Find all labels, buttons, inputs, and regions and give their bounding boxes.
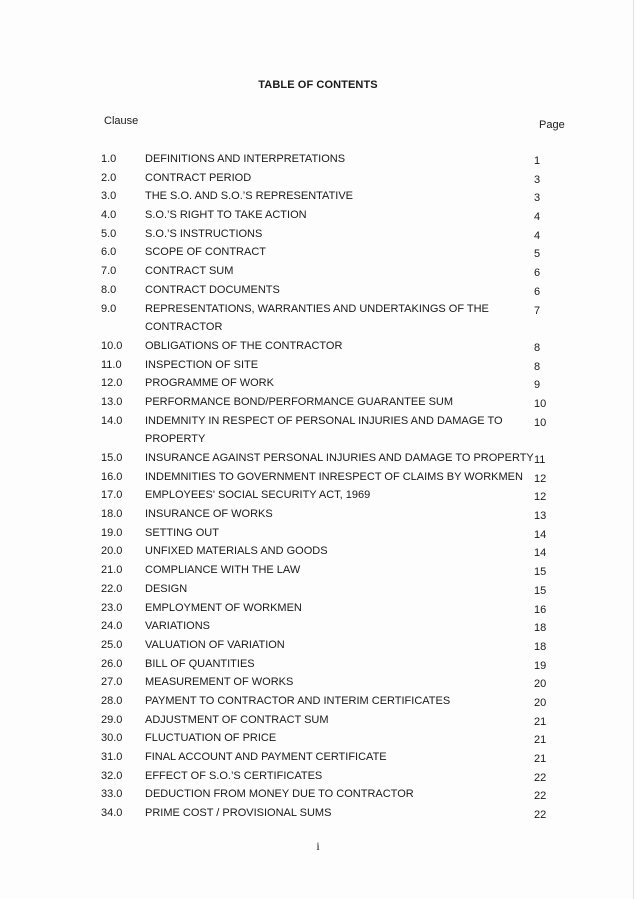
toc-entry [0, 374, 636, 393]
page-number: 22 [534, 790, 547, 803]
toc-entry [0, 617, 636, 636]
page-number: 12 [534, 472, 547, 485]
clause-number: 30.0 [101, 732, 123, 745]
page-number: 15 [534, 584, 547, 597]
clause-number: 34.0 [101, 807, 123, 820]
clause-number: 8.0 [101, 283, 117, 296]
page-number: 14 [534, 528, 547, 541]
clause-number: 1.0 [101, 153, 117, 165]
clause-title: VARIATIONS [145, 620, 210, 633]
toc-entry [0, 206, 636, 225]
toc-entry [0, 150, 636, 169]
clause-title: DESIGN [145, 582, 188, 595]
clause-title: FINAL ACCOUNT AND PAYMENT CERTIFICATE [145, 751, 387, 764]
toc-entry [0, 300, 636, 337]
clause-number: 12.0 [101, 377, 123, 390]
page-number: 4 [534, 229, 541, 242]
page-number: 21 [534, 753, 547, 766]
page-number: 22 [534, 771, 547, 784]
clause-number: 17.0 [101, 489, 123, 502]
page-number: 14 [534, 547, 547, 560]
toc-entry [0, 468, 636, 487]
page-number: 10 [534, 397, 547, 410]
clause-title: OBLIGATIONS OF THE CONTRACTOR [145, 339, 343, 352]
toc-entry [0, 767, 636, 786]
clause-number: 18.0 [101, 508, 123, 521]
toc-entry [0, 673, 636, 692]
clause-title: PRIME COST / PROVISIONAL SUMS [145, 807, 332, 820]
clause-title: REPRESENTATIONS, WARRANTIES AND UNDERTAKINGS OF THE CONTRACTOR [145, 302, 489, 334]
clause-title: S.O.’S INSTRUCTIONS [145, 227, 263, 240]
clause-number: 2.0 [101, 171, 117, 184]
clause-title: VALUATION OF VARIATION [145, 638, 285, 651]
clause-title: BILL OF QUANTITIES [145, 657, 255, 670]
page-number: 19 [534, 659, 547, 672]
toc-entry [0, 636, 636, 655]
clause-title: INDEMNITY IN RESPECT OF PERSONAL INJURIES AND DAMAGE TO PROPERTY [145, 414, 503, 446]
clause-title: CONTRACT DOCUMENTS [145, 283, 280, 296]
clause-number: 13.0 [101, 395, 123, 408]
page-column-header: Page [539, 119, 565, 131]
clause-title: DEFINITIONS AND INTERPRETATIONS [145, 153, 346, 165]
page-number: 8 [534, 341, 541, 354]
clause-title: PERFORMANCE BOND/PERFORMANCE GUARANTEE SUM [145, 395, 454, 408]
clause-number: 33.0 [101, 788, 123, 801]
page-number: 3 [534, 192, 541, 205]
page-number: 3 [534, 173, 541, 186]
toc-entry [0, 356, 636, 375]
toc-entry [0, 729, 636, 748]
clause-number: 3.0 [101, 190, 117, 203]
page-number: 11 [534, 454, 546, 467]
page-number: 18 [534, 622, 547, 635]
clause-number: 5.0 [101, 227, 117, 240]
page-number: 8 [534, 360, 541, 373]
toc-entry [0, 187, 636, 206]
clause-number: 20.0 [101, 545, 123, 558]
toc-entry [0, 412, 636, 449]
page-number: 9 [534, 379, 541, 392]
clause-title: INDEMNITIES TO GOVERNMENT INRESPECT OF CLAIMS BY WORKMEN [145, 470, 523, 483]
toc-entry [0, 692, 636, 711]
clause-number: 27.0 [101, 676, 123, 689]
clause-number: 21.0 [101, 564, 123, 577]
clause-title: FLUCTUATION OF PRICE [145, 732, 277, 745]
toc-entry [0, 542, 636, 561]
page-number: 1 [534, 155, 541, 167]
clause-title: SCOPE OF CONTRACT [145, 246, 267, 259]
clause-title: PROGRAMME OF WORK [145, 377, 274, 390]
page-number: 22 [534, 809, 547, 822]
clause-number: 14.0 [101, 414, 123, 427]
page-number: 6 [534, 267, 541, 280]
clause-number: 32.0 [101, 769, 123, 782]
clause-title: ADJUSTMENT OF CONTRACT SUM [145, 713, 329, 726]
toc-entry [0, 785, 636, 804]
clause-number: 7.0 [101, 265, 117, 278]
toc-entry [0, 711, 636, 730]
clause-title: PAYMENT TO CONTRACTOR AND INTERIM CERTIFICATES [145, 694, 451, 707]
clause-title: COMPLIANCE WITH THE LAW [145, 564, 301, 577]
clause-number: 10.0 [101, 339, 123, 352]
toc-entry [0, 804, 636, 823]
clause-title: DEDUCTION FROM MONEY DUE TO CONTRACTOR [145, 788, 414, 801]
clause-title: THE S.O. AND S.O.’S REPRESENTATIVE [145, 190, 354, 203]
page-title: TABLE OF CONTENTS [258, 79, 378, 91]
toc-entry [0, 337, 636, 356]
page-number: 12 [534, 491, 547, 504]
clause-title: INSURANCE AGAINST PERSONAL INJURIES AND DAMAGE TO PROPERTY [145, 452, 534, 465]
clause-number: 15.0 [101, 452, 123, 465]
clause-title: CONTRACT SUM [145, 265, 234, 278]
page-number: 16 [534, 603, 547, 616]
page-number: 4 [534, 211, 541, 224]
toc-entry [0, 281, 636, 300]
clause-title: CONTRACT PERIOD [145, 171, 252, 184]
clause-title: S.O.’S RIGHT TO TAKE ACTION [145, 209, 307, 222]
page-number: 21 [534, 734, 547, 747]
toc-entry [0, 486, 636, 505]
clause-title: EMPLOYEES' SOCIAL SECURITY ACT, 1969 [145, 489, 371, 502]
page-number: 5 [534, 248, 541, 261]
clause-title: SETTING OUT [145, 526, 219, 539]
clause-number: 28.0 [101, 694, 123, 707]
clause-number: 4.0 [101, 209, 117, 222]
clause-number: 6.0 [101, 246, 117, 259]
clause-number: 29.0 [101, 713, 123, 726]
clause-number: 24.0 [101, 620, 123, 633]
page-number: 20 [534, 696, 547, 709]
toc-entry [0, 748, 636, 767]
clause-number: 19.0 [101, 526, 123, 539]
clause-column-header: Clause [104, 115, 139, 127]
table-of-contents [0, 150, 636, 823]
toc-entry [0, 599, 636, 618]
toc-entry [0, 580, 636, 599]
toc-entry [0, 262, 636, 281]
toc-entry [0, 393, 636, 412]
toc-entry [0, 243, 636, 262]
clause-number: 25.0 [101, 638, 123, 651]
clause-number: 31.0 [101, 751, 123, 764]
clause-title: MEASUREMENT OF WORKS [145, 676, 294, 689]
page-number: 21 [534, 715, 547, 728]
page-number: 7 [534, 304, 541, 317]
clause-title: UNFIXED MATERIALS AND GOODS [145, 545, 328, 558]
clause-title: INSURANCE OF WORKS [145, 508, 273, 521]
toc-entry [0, 655, 636, 674]
page-number: 20 [534, 678, 547, 691]
clause-number: 23.0 [101, 601, 123, 614]
toc-entry [0, 169, 636, 188]
toc-entry [0, 505, 636, 524]
clause-title: EFFECT OF S.O.’S CERTIFICATES [145, 769, 323, 782]
clause-title: INSPECTION OF SITE [145, 358, 259, 371]
clause-number: 16.0 [101, 470, 123, 483]
toc-entry [0, 225, 636, 244]
toc-entry [0, 561, 636, 580]
clause-number: 11.0 [101, 358, 122, 371]
page-number: 15 [534, 566, 547, 579]
page-number: 6 [534, 285, 541, 298]
page-number: 18 [534, 640, 547, 653]
page-footer-number: i [316, 839, 320, 853]
clause-number: 22.0 [101, 582, 123, 595]
page-number: 13 [534, 510, 547, 523]
clause-number: 26.0 [101, 657, 123, 670]
clause-title: EMPLOYMENT OF WORKMEN [145, 601, 302, 614]
toc-entry [0, 449, 636, 468]
clause-number: 9.0 [101, 302, 117, 315]
toc-entry [0, 524, 636, 543]
page-number: 10 [534, 416, 547, 429]
